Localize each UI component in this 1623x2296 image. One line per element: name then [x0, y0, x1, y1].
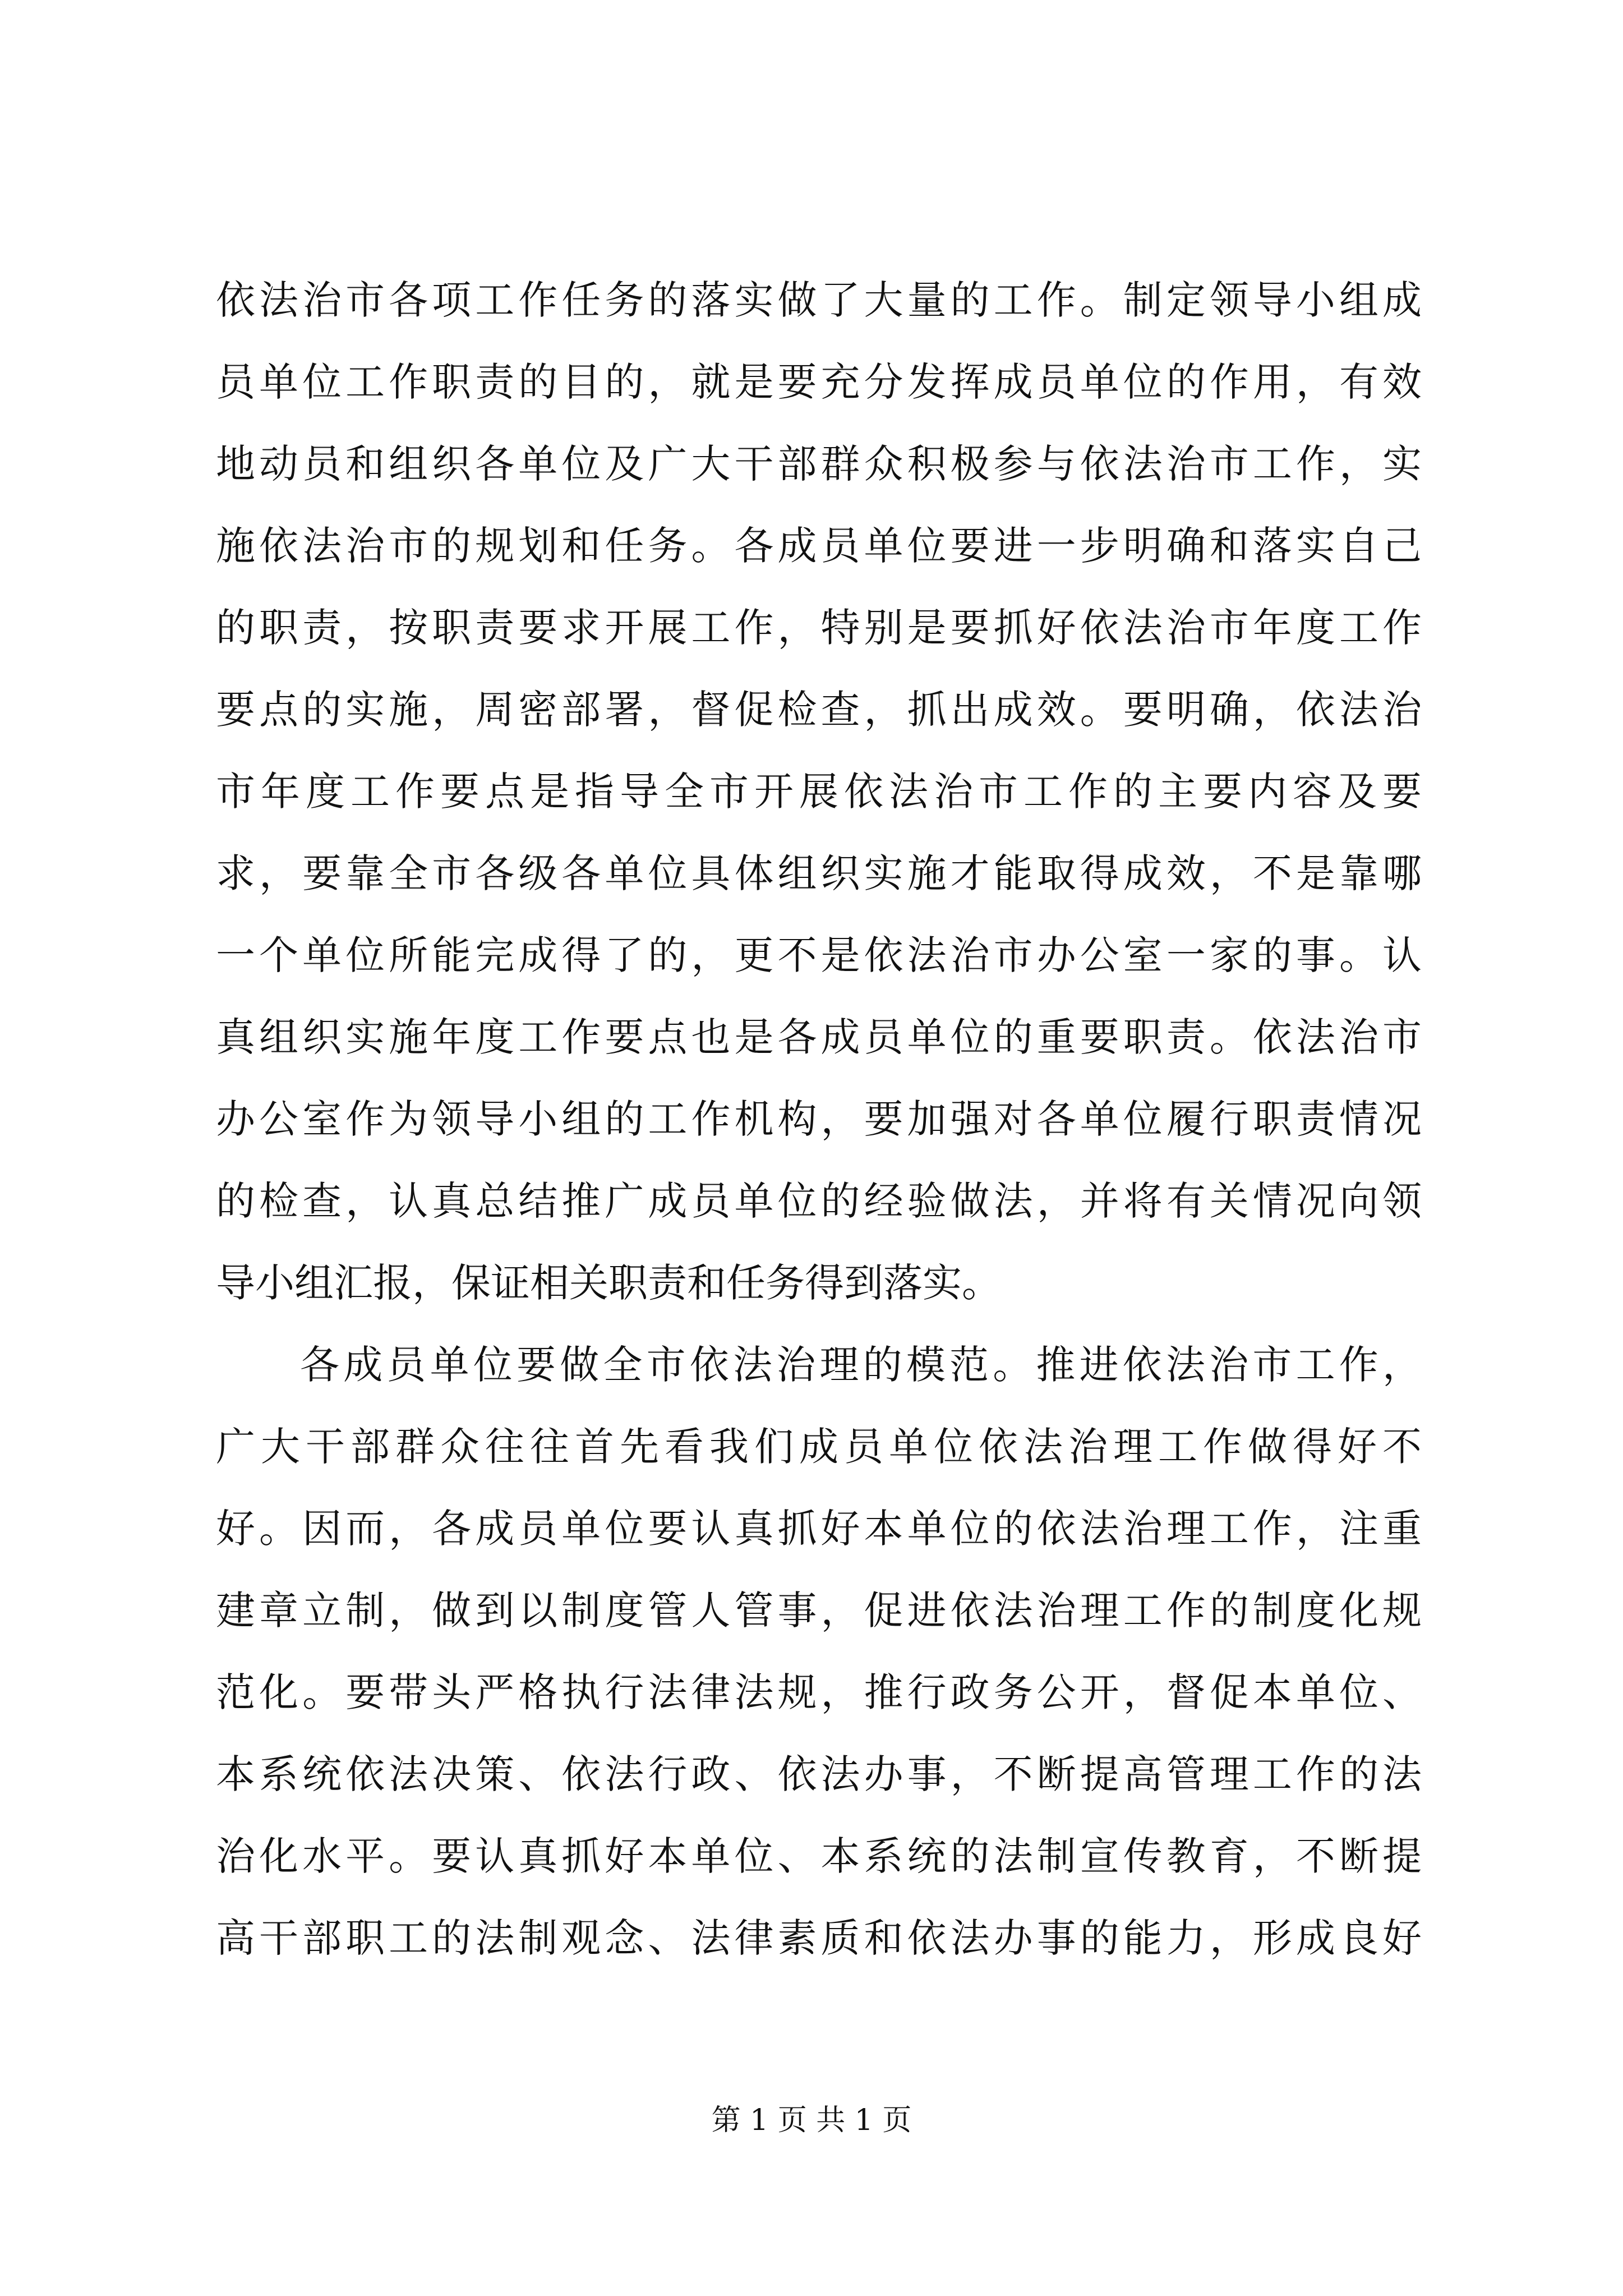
- text-line: 市年度工作要点是指导全市开展依法治市工作的主要内容及要: [216, 769, 1422, 815]
- text-line: 施依法治市的规划和任务。各成员单位要进一步明确和落实自己: [216, 523, 1422, 569]
- text-line: 治化水平。要认真抓好本单位、本系统的法制宣传教育，不断提: [216, 1833, 1422, 1879]
- text-line: 导小组汇报，保证相关职责和任务得到落实。: [216, 1260, 1001, 1306]
- text-line: 真组织实施年度工作要点也是各成员单位的重要职责。依法治市: [216, 1014, 1422, 1060]
- text-line: 求，要靠全市各级各单位具体组织实施才能取得成效，不是靠哪: [216, 850, 1422, 896]
- text-line: 高干部职工的法制观念、法律素质和依法办事的能力，形成良好: [216, 1915, 1422, 1961]
- text-line: 办公室作为领导小组的工作机构，要加强对各单位履行职责情况: [216, 1096, 1422, 1142]
- text-line: 好。因而，各成员单位要认真抓好本单位的依法治理工作，注重: [216, 1506, 1422, 1552]
- text-line: 一个单位所能完成得了的，更不是依法治市办公室一家的事。认: [216, 932, 1422, 978]
- text-line: 要点的实施，周密部署，督促检查，抓出成效。要明确，依法治: [216, 687, 1422, 733]
- text-line: 的检查，认真总结推广成员单位的经验做法，并将有关情况向领: [216, 1178, 1422, 1224]
- text-line: 范化。要带头严格执行法律法规，推行政务公开，督促本单位、: [216, 1669, 1422, 1715]
- document-body: [216, 259, 1422, 1979]
- page-number-footer: 第 1 页 共 1 页: [711, 2104, 912, 2137]
- text-line: 广大干部群众往往首先看我们成员单位依法治理工作做得好不: [216, 1424, 1422, 1470]
- text-line: 本系统依法决策、依法行政、依法办事，不断提高管理工作的法: [216, 1751, 1422, 1797]
- text-line: 员单位工作职责的目的，就是要充分发挥成员单位的作用，有效: [216, 359, 1422, 405]
- paragraph-first-line: 各成员单位要做全市依法治理的模范。推进依法治市工作，: [300, 1342, 1422, 1388]
- text-line: 的职责，按职责要求开展工作，特别是要抓好依法治市年度工作: [216, 605, 1422, 651]
- text-line: 地动员和组织各单位及广大干部群众积极参与依法治市工作，实: [216, 441, 1422, 487]
- text-line: 依法治市各项工作任务的落实做了大量的工作。制定领导小组成: [216, 277, 1422, 323]
- text-line: 建章立制，做到以制度管人管事，促进依法治理工作的制度化规: [216, 1588, 1422, 1634]
